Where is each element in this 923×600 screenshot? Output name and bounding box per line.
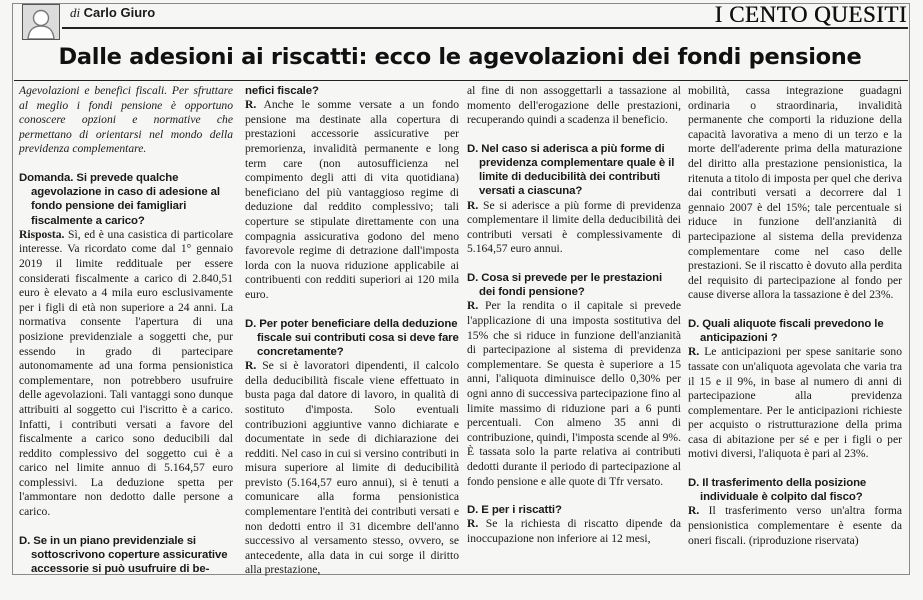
answer-text: Le anticipazioni per spese sanitarie sono tassate con un'aliquota agevolata che varia tra il 15 e il 9%, in base al numero di anni di partecipazione alla previdenza complementare. Per le anticipazioni richieste per acquisto o ristrutturazione della prima casa di abitazione per sé e per i figli o per motivi diversi, l'aliquota è pari al 23%. xyxy=(688,345,902,461)
author-name: Carlo Giuro xyxy=(83,5,156,20)
answer-label: R. xyxy=(688,504,700,518)
answer-label: R. xyxy=(467,198,479,212)
column-2 xyxy=(245,84,459,578)
answer-6-continued: mobilità, cassa integrazione guadagni ordinaria o straordinaria, invalidità permanente che comporti la riduzione della capacità lavorativa a meno di un terzo e la morte dell'aderente prima della maturazione del diritto alla prestazione pensionistica, la ritenuta a titolo di imposta per quel che deriva dai contributi versati a decorrere dal 1 gennaio 2007 è del 15%; tale percentuale si riduce in funzione dell'anzianità di partecipazione al sistema della previdenza complementare come nel caso delle prestazioni. Se il riscatto è dovuto alla perdita del requisito di partecipazione al fondo per cause diverse allora la tassazione è del 23%. xyxy=(688,84,902,302)
author-avatar xyxy=(22,4,60,40)
answer-text: Se si è lavoratori dipendenti, il calcolo della deducibilità fiscale viene effettuato in busta paga dal datore di lavoro, in qualità di sostituto d'imposta. Solo eventuali contribuzioni aggiuntive vanno dichiarate e documentate in sede di dichiarazione dei redditi. Nel caso in cui si versino contributi in misura superiore al limite di deducibilità previsto (5.164,57 euro annui), si è tenuti a comunicare alla forma pensionistica complementare l'entità dei contributi versati e non dedotti entro il 31 dicembre dell'anno successivo al versamento stesso, ovvero, se antecedente, alla data in cui sorge il diritto alla prestazione, xyxy=(245,359,459,577)
question-4: D. Nel caso si aderisca a più forme di previdenza complementare quale è il limite di deducibilità dei contributi versati a ciascuna? xyxy=(467,142,675,198)
answer-text: Per la rendita o il capitale si prevede l'applicazione di una imposta sostitutiva del 15% che si riduce in funzione dell'anzianità di partecipazione al sistema di previdenza complementare. Se questa è superiore a 15 anni, l'aliquota diminuisce dello 0,30% per ogni anno di successiva partecipazione fino al limite massimo di riduzione pari a 6 punti percentuali. Con almeno 35 anni di contribuzione, quindi, l'imposta scende al 9%. È tassata solo la parte relativa ai contributi dedotti durante il periodo di partecipazione al fondo pensione e alle quote di Tfr versato. xyxy=(467,299,681,488)
answer-label: R. xyxy=(688,345,700,359)
column-1 xyxy=(19,84,233,576)
answer-5 xyxy=(467,299,681,489)
header-rule xyxy=(62,27,908,29)
answer-2 xyxy=(245,98,459,302)
question-7: D. Quali aliquote fiscali prevedono le anticipazioni ? xyxy=(688,317,884,345)
column-4 xyxy=(688,84,902,548)
question-6: D. E per i riscatti? xyxy=(467,504,562,517)
answer-label: R. xyxy=(467,517,479,531)
question-1: Domanda. Si prevede qualche agevolazione in caso di adesione al fondo pensione dei famigliari fiscalmente a carico? xyxy=(19,171,220,227)
section-rubric: I CENTO QUESITI xyxy=(714,2,907,27)
answer-text: Il trasferimento verso un'altra forma pensionistica complementare è esente da oneri fiscali. (riproduzione riservata) xyxy=(688,504,902,547)
answer-3 xyxy=(245,359,459,578)
answer-label: R. xyxy=(245,359,257,373)
question-5: D. Cosa si prevede per le prestazioni dei fondi pensione? xyxy=(467,271,663,299)
answer-text: Sì, ed è una casistica di particolare interesse. Va ricordato come dal 1° gennaio 2019 il limite reddituale per essere considerati fiscalmente a carico di 2.840,51 euro è elevato a 4 mila euro esclusivamente per i figli di età non superiore a 24 anni. La normativa consente l'apertura di una posizione previdenziale a soggetti che, pur essendo in grado di partecipare autonomamente ad una forma pensionistica complementare, non potrebbero usufruire delle agevolazioni. Tali vantaggi sono dunque attribuiti al soggetto cui l'iscritto è a carico. Infatti, i contributi versati a favore del fiscalmente a carico sono deducibili dal reddito complessivo del soggetto cui è a carico nel limite annuo di 5.164,57 euro complessivi. La deduzione spetta per l'ammontare non dedotto dalle persone a carico. xyxy=(19,227,233,519)
question-8: D. Il trasferimento della posizione individuale è colpito dal fisco? xyxy=(688,477,867,504)
answer-1 xyxy=(19,228,233,520)
answer-3-continued: al fine di non assoggettarli a tassazione al momento dell'erogazione delle prestazioni, recuperando quindi a scadenza il beneficio. xyxy=(467,84,681,127)
question-2-continued: nefici fiscale? xyxy=(245,85,319,97)
question-3: D. Per poter beneficiare della deduzione fiscale sui contributi cosa si deve fare concretamente? xyxy=(245,317,459,358)
answer-label: Risposta. xyxy=(19,227,65,241)
user-silhouette-icon xyxy=(23,5,59,39)
answer-label: R. xyxy=(245,98,257,112)
article-headline: Dalle adesioni ai riscatti: ecco le agevolazioni dei fondi pensione xyxy=(58,44,862,70)
answer-text: Se si aderisce a più forme di previdenza complementare il limite della deducibilità dei contributi versati è complessivamente di 5.164,57 euro annui. xyxy=(467,198,681,256)
answer-4 xyxy=(467,199,681,257)
column-3 xyxy=(467,84,681,546)
answer-text: Se la richiesta di riscatto dipende da inoccupazione non inferiore ai 12 mesi, xyxy=(467,517,681,545)
answer-6 xyxy=(467,517,681,546)
answer-8 xyxy=(688,504,902,548)
answer-text: Anche le somme versate a un fondo pensione ma destinate alla copertura di prestazioni accessorie assicurative per premorienza, invalidità permanente e long term care (non autosufficienza nel compimento degli atti di vita quotidiana) beneficiano del più vantaggioso regime di deduzione dal reddito complessivo; tali coperture se stipulate direttamente con una compagnia assicurativa godono del meno favorevole regime di detrazione dall'imposta lorda con la nuova riduzione applicabile ai contribuenti con redditi superiori ai 120 mila euro. xyxy=(245,98,459,301)
answer-7 xyxy=(688,345,902,462)
article-intro: Agevolazioni e benefici fiscali. Per sfruttare al meglio i fondi pensione è opportuno conoscere opzioni e normative che permettano di orientarsi nel mondo della previdenza complementare. xyxy=(19,84,233,156)
question-2: D. Se in un piano previdenziale si sottoscrivono coperture assicurative accessorie si può usufruire di be- xyxy=(19,534,228,576)
byline xyxy=(70,5,155,22)
headline-rule xyxy=(14,80,908,81)
byline-prefix: di xyxy=(70,5,81,20)
answer-label: R. xyxy=(467,299,479,313)
